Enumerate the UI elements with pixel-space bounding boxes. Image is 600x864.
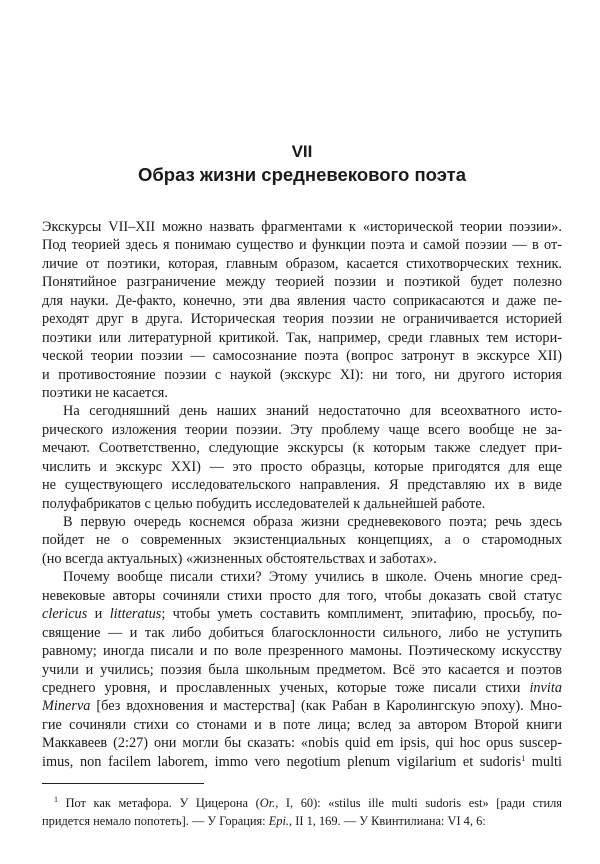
paragraph-line [42,716,562,734]
paragraph-line [42,753,562,771]
paragraph-line [42,495,562,513]
text-segment: учили и учились; поэзия была школьным предметом. Всё это касается и поэтов [42,661,562,678]
paragraph-line [42,734,562,752]
text-segment: ; чтобы уметь составить комплимент, эпитафию, просьбу, по- [161,606,562,623]
text-segment: multi [525,753,562,770]
text-segment: священие — и так либо добиться благосклонности сильного, либо не уступить [42,624,562,641]
italic-text: Epi. [268,814,290,828]
text-segment: Понятийное разграничение между теорией поэзии и поэтикой будет полезно [42,274,562,291]
paragraph-line [42,402,562,420]
text-segment: числить и экскурс XXI) — это просто образцы, которые пригодятся для еще [42,458,562,475]
paragraph-line [42,458,562,476]
paragraph-line [42,513,562,531]
paragraph-line [42,384,562,402]
text-segment: и [87,606,110,623]
footnotes [42,794,562,830]
text-segment: пойдет не о современных экзистенциальных концепциях, а о старомодных [42,532,562,549]
text-segment: полуфабрикатов с целью побудить исследователей к дальнейшей работе. [42,495,486,512]
text-segment: Пот как метафора. У Цицерона ( [58,796,260,810]
text-segment: рического изложения теории поэзии. Эту проблему чаще всего вообще не за- [42,421,562,438]
paragraph-line [42,661,562,679]
paragraph-line [42,273,562,291]
text-segment: для науки. Де-факто, конечно, эти два явления часто соприкасаются и даже пе- [42,292,562,309]
text-segment: Экскурсы VII–XII можно назвать фрагментами к «исторической теории поэзии». [42,219,562,235]
text-segment: поэтики или литературной критикой. Так, например, среди главных тем истори- [42,329,562,346]
footnote-divider [42,783,204,784]
body-text [42,218,562,771]
italic-text: litteratus [109,606,162,623]
chapter-number: VII [291,142,313,161]
text-segment: гие сочиняли стихи со стонами и в поте лица; вслед за автором Второй книги [42,716,562,733]
paragraph-line [42,236,562,254]
paragraph-line [42,531,562,549]
paragraph-line [42,439,562,457]
footnote-marker: 1 [521,753,526,763]
paragraph-line [42,587,562,605]
paragraph-line [42,347,562,365]
text-segment: В первую очередь коснемся образа жизни средневекового поэта; речь здесь [63,514,562,530]
text-segment: мечают. Соответственно, следующие экскурсы (к которым также следует при- [42,440,562,457]
paragraph-line [42,679,562,697]
text-segment: личие от поэтики, которая, главным образом, касается стихотворческих техник. [42,255,562,272]
paragraph-line [42,624,562,642]
paragraph-line [42,421,562,439]
paragraph-line [42,642,562,660]
text-segment: равному; иногда писали и по воле презренного мамоны. Поэтическому искусству [42,643,562,660]
italic-text: Or. [259,796,276,810]
paragraph-line [42,366,562,384]
paragraph-line [42,476,562,494]
text-segment: реходят друг в друга. Историческая теория поэзии не ограничивается историей [42,311,562,328]
paragraph-line [42,310,562,328]
footnote-marker: 1 [54,795,58,804]
italic-text: clericus [42,606,88,623]
text-segment: Почему вообще писали стихи? Этому учились в школе. Очень многие сред- [63,569,562,586]
text-segment: (но всегда актуальных) «жизненных обстоятельствах и заботах». [42,550,437,567]
text-segment: , I, 60): «stilus ille multi sudoris est» [ради стиля [275,796,562,810]
paragraph-line [42,697,562,715]
paragraph-line [42,292,562,310]
text-segment: , II 1, 169. — У Квинтилиана: VI 4, 6: [289,814,486,828]
text-segment: Под теорией здесь я понимаю существо и функции поэта и самой поэзии — в от- [42,237,562,254]
text-segment: среднего уровня, и прославленных ученых, которые тоже писали стихи [42,679,530,696]
text-segment: ческой теории поэзии — самосознание поэта (вопрос затронут в экскурсе XII) [42,348,562,365]
paragraph-line [42,329,562,347]
paragraph-line [42,568,562,586]
text-segment: На сегодняшний день наших знаний недостаточно для всеохватного исто- [63,403,562,420]
text-segment: придется немало попотеть]. — У Горация: [42,814,269,828]
footnote-line [42,794,562,812]
paragraph-line [42,605,562,623]
italic-text: invita [529,679,562,696]
text-segment: поэтики не касается. [42,384,168,401]
text-segment: и противостояние поэзии с наукой (экскурс XI): ни того, ни другого история [42,366,562,383]
paragraph-line [42,218,562,236]
text-segment: не существующего исследовательского направления. Я представляю их в виде [42,477,562,494]
paragraph-line [42,550,562,568]
footnote-line [42,812,562,830]
text-segment: Маккавеев (2:27) они могли бы сказать: «nobis quid em ipsis, qui hoc opus suscep- [42,735,562,752]
text-segment: imus, non facilem laborem, immo vero negotium plenum vigilarium et sudoris [42,753,522,770]
text-segment: невековые авторы сочиняли стихи просто для того, чтобы доказать свой статус [42,587,562,604]
paragraph-line [42,255,562,273]
italic-text: Minerva [42,698,91,715]
text-segment: [без вдохновения и мастерства] (как Рабан в Каролингскую эпоху). Мно- [90,698,562,715]
chapter-title: Образ жизни средневекового поэта [137,164,467,185]
